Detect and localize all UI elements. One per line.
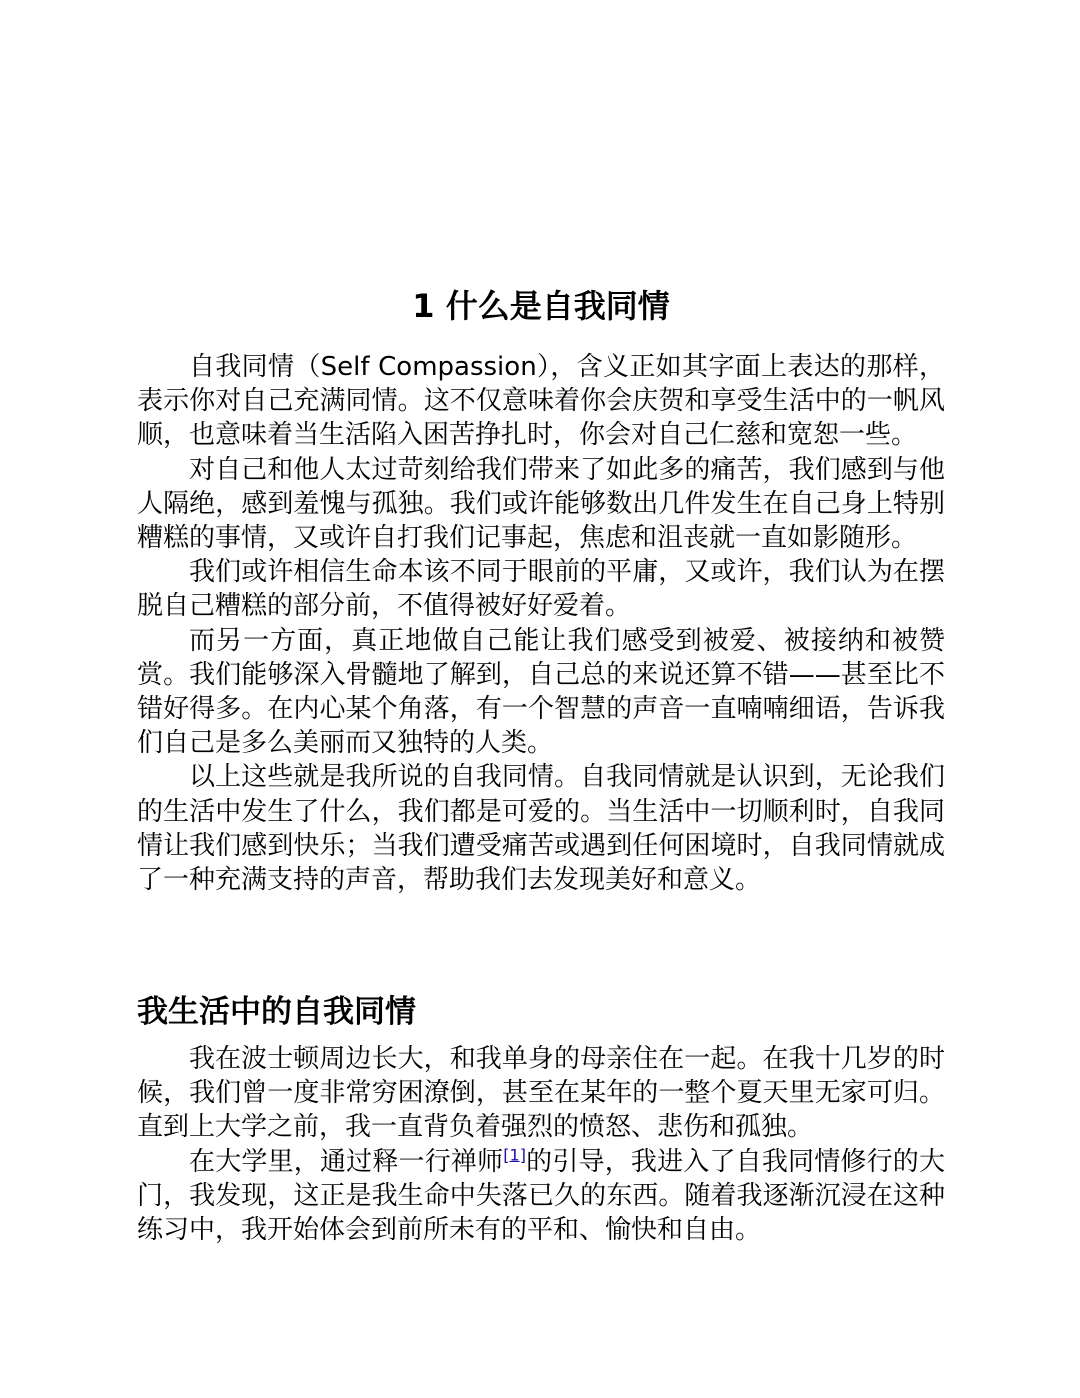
chapter-title: 1 什么是自我同情 bbox=[412, 287, 670, 325]
section-self-compassion-in-my-life bbox=[137, 1042, 945, 1247]
paragraph: 自我同情（Self Compassion），含义正如其字面上表达的那样，表示你对自己充满同情。这不仅意味着你会庆贺和享受生活中的一帆风顺，也意味着当生活陷入困苦挣扎时，你会对自己仁慈和宽恕一些。 bbox=[137, 352, 945, 451]
section-heading: 我生活中的自我同情 bbox=[137, 994, 416, 1030]
paragraph: 对自己和他人太过苛刻给我们带来了如此多的痛苦，我们感到与他人隔绝，感到羞愧与孤独。我们或许能够数出几件发生在自己身上特别糟糕的事情，又或许自打我们记事起，焦虑和沮丧就一直如影随形。 bbox=[137, 454, 945, 554]
document-page bbox=[137, 0, 945, 1398]
section-intro bbox=[137, 350, 945, 897]
paragraph: 我们或许相信生命本该不同于眼前的平庸，又或许，我们认为在摆脱自己糟糕的部分前，不值得被好好爱着。 bbox=[137, 557, 945, 622]
paragraph: 而另一方面，真正地做自己能让我们感受到被爱、被接纳和被赞赏。我们能够深入骨髓地了解到，自己总的来说还算不错——甚至比不错好得多。在内心某个角落，有一个智慧的声音一直喃喃细语，告诉我们自己是多么美丽而又独特的人类。 bbox=[137, 625, 945, 759]
paragraph-text-before: 在大学里，通过释一行禅师 bbox=[189, 1146, 504, 1177]
paragraph-text-after: 的引导，我进入了自我同情修行的大门，我发现，这正是我生命中失落已久的东西。随着我逐渐沉浸在这种练习中，我开始体会到前所未有的平和、愉快和自由。 bbox=[137, 1146, 945, 1246]
paragraph: 我在波士顿周边长大，和我单身的母亲住在一起。在我十几岁的时候，我们曾一度非常穷困潦倒，甚至在某年的一整个夏天里无家可归。直到上大学之前，我一直背负着强烈的愤怒、悲伤和孤独。 bbox=[137, 1044, 945, 1143]
paragraph-with-footnote bbox=[137, 1145, 945, 1248]
paragraph: 以上这些就是我所说的自我同情。自我同情就是认识到，无论我们的生活中发生了什么，我们都是可爱的。当生活中一切顺利时，自我同情让我们感到快乐；当我们遭受痛苦或遇到任何困境时，自我同情就成了一种充满支持的声音，帮助我们去发现美好和意义。 bbox=[137, 762, 945, 896]
footnote-link[interactable]: [1] bbox=[503, 1144, 526, 1164]
